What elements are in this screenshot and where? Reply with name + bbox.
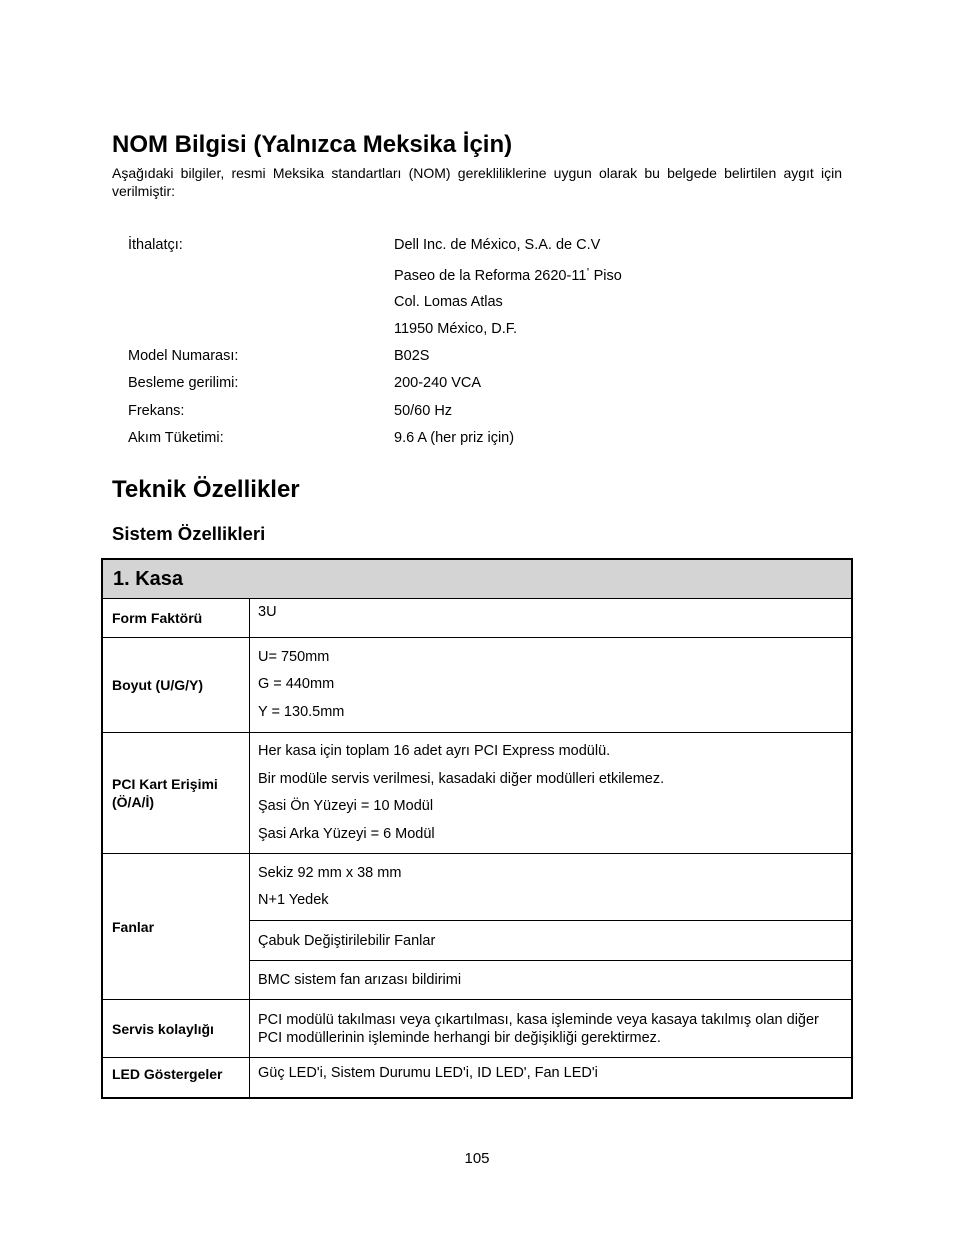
table-row-form-factor [102, 599, 852, 638]
table-row-service [102, 1000, 852, 1058]
fans-bmc: BMC sistem fan arızası bildirimi [250, 961, 853, 1000]
importer-line-3: Col. Lomas Atlas [394, 294, 503, 310]
importer-label: İthalatçı: [128, 237, 183, 253]
model-value: B02S [394, 348, 430, 364]
fans-values-1 [250, 854, 853, 921]
nom-intro-text: Aşağıdaki bilgiler, resmi Meksika standartları (NOM) gerekliliklerine uygun olarak bu belgede belirtilen aygıt için verilmiştir: [112, 165, 842, 199]
size-width: G = 440mm [258, 676, 335, 693]
service-value [250, 1000, 853, 1058]
service-text: PCI modülü takılması veya çıkartılması, kasa işleminde veya kasaya takılmış olan diğer PCI modüllerinin işleminde herhangi bir değişikliği gerektirmez. [258, 1011, 819, 1046]
fans-line-2: N+1 Yedek [258, 892, 329, 908]
degree-sup: ° [586, 267, 590, 276]
nom-section-title: NOM Bilgisi (Yalnızca Meksika İçin) [112, 131, 513, 158]
chassis-spec-table [101, 558, 853, 1099]
pci-values [250, 733, 853, 854]
current-row [128, 428, 828, 448]
importer-line-2-text: Paseo de la Reforma 2620-11 [394, 268, 587, 284]
importer-line-2-suffix: Piso [589, 268, 622, 284]
voltage-row [128, 373, 828, 393]
table-title: 1. Kasa [102, 559, 852, 599]
importer-row-4 [128, 319, 828, 339]
table-row-pci [102, 733, 852, 854]
led-value: Güç LED'i, Sistem Durumu LED'i, ID LED', Fan LED'i [250, 1058, 853, 1098]
pci-line-4: Şasi Arka Yüzeyi = 6 Modül [258, 825, 435, 842]
table-header-row [102, 559, 852, 599]
pci-label: PCI Kart Erişimi (Ö/A/İ) [102, 733, 250, 854]
table-row-size [102, 638, 852, 733]
fans-label: Fanlar [102, 854, 250, 1000]
frequency-row [128, 401, 828, 421]
voltage-label: Besleme gerilimi: [128, 375, 239, 391]
model-label: Model Numarası: [128, 348, 239, 364]
importer-row-2 [128, 262, 828, 282]
size-values [250, 638, 853, 733]
importer-row [128, 235, 828, 255]
importer-line-2 [394, 262, 622, 286]
tech-section-title: Teknik Özellikler [112, 476, 300, 503]
form-factor-value: 3U [250, 599, 853, 638]
table-row-led [102, 1058, 852, 1098]
size-label: Boyut (U/G/Y) [102, 638, 250, 733]
fans-line-1: Sekiz 92 mm x 38 mm [258, 864, 402, 881]
page-number: 105 [464, 1150, 490, 1167]
table-row-fans-1 [102, 854, 852, 921]
form-factor-label: Form Faktörü [102, 599, 250, 638]
system-spec-subtitle: Sistem Özellikleri [112, 523, 266, 544]
current-label: Akım Tüketimi: [128, 430, 224, 446]
fans-hot-swap: Çabuk Değiştirilebilir Fanlar [250, 921, 853, 961]
size-height: U= 750mm [258, 648, 330, 665]
pci-line-2: Bir modüle servis verilmesi, kasadaki diğer modülleri etkilemez. [258, 770, 665, 787]
current-value: 9.6 A (her priz için) [394, 430, 515, 446]
importer-row-3 [128, 292, 828, 312]
service-label: Servis kolaylığı [102, 1000, 250, 1058]
led-label: LED Göstergeler [102, 1058, 250, 1098]
frequency-value: 50/60 Hz [394, 403, 453, 419]
pci-line-1: Her kasa için toplam 16 adet ayrı PCI Express modülü. [258, 743, 611, 759]
pci-line-3: Şasi Ön Yüzeyi = 10 Modül [258, 798, 434, 814]
voltage-value: 200-240 VCA [394, 375, 482, 391]
frequency-label: Frekans: [128, 403, 185, 419]
importer-line-1: Dell Inc. de México, S.A. de C.V [394, 237, 601, 253]
size-depth: Y = 130.5mm [258, 703, 345, 720]
model-row [128, 346, 828, 366]
importer-line-4: 11950 México, D.F. [394, 321, 518, 337]
